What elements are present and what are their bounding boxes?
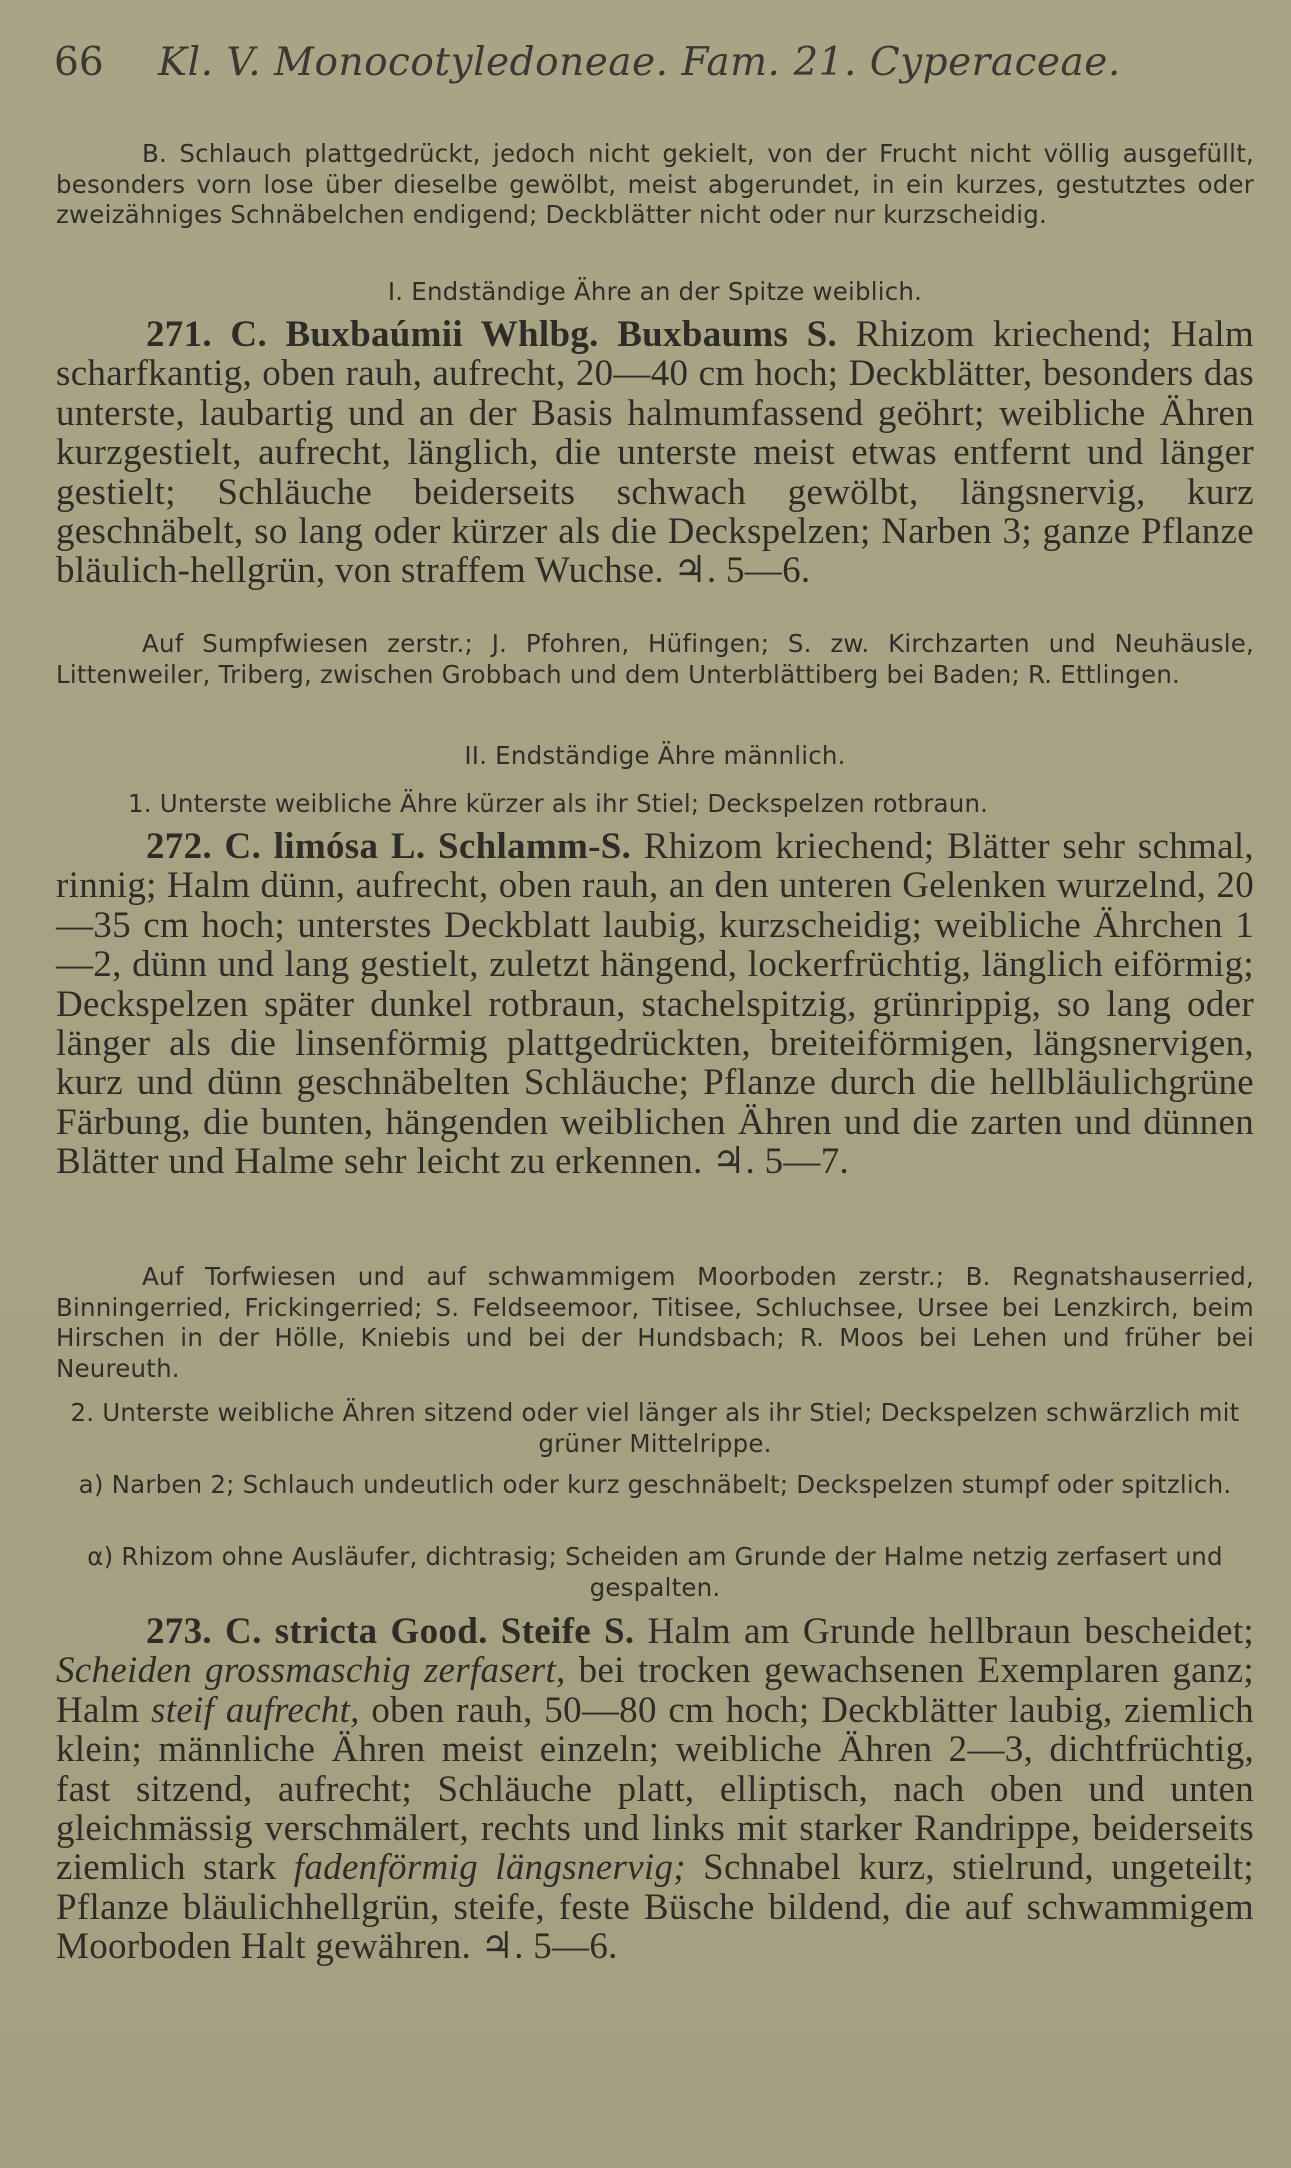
species-272-description: Rhizom kriechend; Blätter sehr schmal, rinnig; Halm dünn, aufrecht, oben rauh, an den unteren Gelenken wurzelnd, 20—35 cm hoch; unterstes Deckblatt laubig, kurzscheidig; weibliche Ährchen 1—2, dünn und lang gestielt, zuletzt hängend, lockerfrüchtig, länglich eiförmig; Deckspelzen später dunkel rotbraun, stachelspitzig, grünrippig, so lang oder länger als die linsenförmig plattgedrückten, breiteiförmigen, längsnervigen, kurz und dünn geschnäbelten Schläuche; Pflanze durch die hellbläulichgrüne Färbung, die bunten, hängenden weiblichen Ähren und die zarten und dünnen Blätter und Halme sehr leicht zu erkennen. ♃. 5—7. xyxy=(56,826,1254,1183)
species-273-text-1: Halm am Grunde hellbraun bescheidet; xyxy=(647,1611,1254,1652)
heading-one: 1. Unterste weibliche Ähre kürzer als ihr Stiel; Deckspelzen rotbraun. xyxy=(128,789,989,818)
species-271-entry xyxy=(56,315,1254,591)
heading-roman-two: II. Endständige Ähre männlich. xyxy=(464,741,846,770)
species-272-common-name: Schlamm-S. xyxy=(438,826,632,867)
species-272-entry xyxy=(56,827,1254,1182)
heading-roman-one: I. Endständige Ähre an der Spitze weiblich. xyxy=(387,277,923,306)
page-number: 66 xyxy=(54,40,104,85)
species-273-entry xyxy=(56,1612,1254,1967)
running-header xyxy=(54,40,1244,100)
species-273-common-name: Steife S. xyxy=(500,1611,635,1652)
species-273-text-2: Scheiden grossmaschig zerfasert, xyxy=(56,1650,566,1692)
species-272-number: 272. xyxy=(146,826,212,867)
species-273-text-3: bei trocken gewachsenen Exemplaren ganz; Halm xyxy=(56,1650,1254,1731)
species-273-text-7: Schnabel kurz, stielrund, ungeteilt; Pflanze bläulichhellgrün, steife, feste Büsche bildend, die auf schwammigem Moorboden Halt gewähren. ♃. 5—6. xyxy=(56,1847,1254,1968)
species-273-name: C. stricta Good. xyxy=(225,1611,488,1652)
species-271-locality: Auf Sumpfwiesen zerstr.; J. Pfohren, Hüfingen; S. zw. Kirchzarten und Neuhäusle, Littenweiler, Triberg, zwischen Grobbach und dem Unterblättiberg bei Baden; R. Ettlingen. xyxy=(56,629,1254,689)
running-title: Kl. V. Monocotyledoneae. Fam. 21. Cyperaceae. xyxy=(158,40,1121,85)
species-271-description: Rhizom kriechend; Halm scharfkantig, oben rauh, aufrecht, 20—40 cm hoch; Deckblätter, besonders das unterste, laubartig und an der Basis halmumfassend geöhrt; weibliche Ähren kurzgestielt, aufrecht, länglich, die unterste meist etwas entfernt und länger gestielt; Schläuche beiderseits schwach gewölbt, längsnervig, kurz geschnäbelt, so lang oder kürzer als die Deckspelzen; Narben 3; ganze Pflanze bläulich-hellgrün, von straffem Wuchse. ♃. 5—6. xyxy=(56,314,1254,592)
species-271-common-name: Buxbaums S. xyxy=(617,314,838,355)
species-272-locality: Auf Torfwiesen und auf schwammigem Moorboden zerstr.; B. Regnatshauserried, Binningerried, Frickingerried; S. Feldseemoor, Titisee, Schluchsee, Ursee bei Lenzkirch, beim Hirschen in der Hölle, Kniebis und bei der Hundsbach; R. Moos bei Lehen und früher bei Neureuth. xyxy=(56,1262,1254,1383)
section-b-paragraph: B. Schlauch plattgedrückt, jedoch nicht gekielt, von der Frucht nicht völlig ausgefüllt, besonders vorn lose über dieselbe gewölbt, meist abgerundet, in ein kurzes, gestutztes oder zweizähniges Schnäbelchen endigend; Deckblätter nicht oder nur kurzscheidig. xyxy=(56,139,1254,229)
species-273-text-5: oben rauh, 50—80 cm hoch; Deckblätter laubig, ziemlich klein; männliche Ähren meist einzeln; weibliche Ähren 2—3, dichtfrüchtig, fast sitzend, aufrecht; Schläuche platt, elliptisch, nach oben und unten gleichmässig verschmälert, rechts und links mit starker Randrippe, beiderseits ziemlich stark xyxy=(56,1689,1254,1889)
heading-two: 2. Unterste weibliche Ähren sitzend oder viel länger als ihr Stiel; Deckspelzen schwärzlich mit grüner Mittelrippe. xyxy=(70,1398,1240,1458)
species-272-name: C. limósa L. xyxy=(224,826,426,867)
species-271-number: 271. xyxy=(146,314,212,355)
heading-a: a) Narben 2; Schlauch undeutlich oder kurz geschnäbelt; Deckspelzen stumpf oder spitzlich. xyxy=(78,1470,1232,1499)
species-273-text-6: fadenförmig längsnervig; xyxy=(293,1847,686,1889)
heading-alpha: α) Rhizom ohne Ausläufer, dichtrasig; Scheiden am Grunde der Halme netzig zerfasert und gespalten. xyxy=(87,1542,1223,1602)
species-271-name: C. Buxbaúmii Whlbg. xyxy=(230,314,599,355)
species-273-number: 273. xyxy=(146,1611,212,1652)
species-273-text-4: steif aufrecht, xyxy=(151,1689,360,1731)
